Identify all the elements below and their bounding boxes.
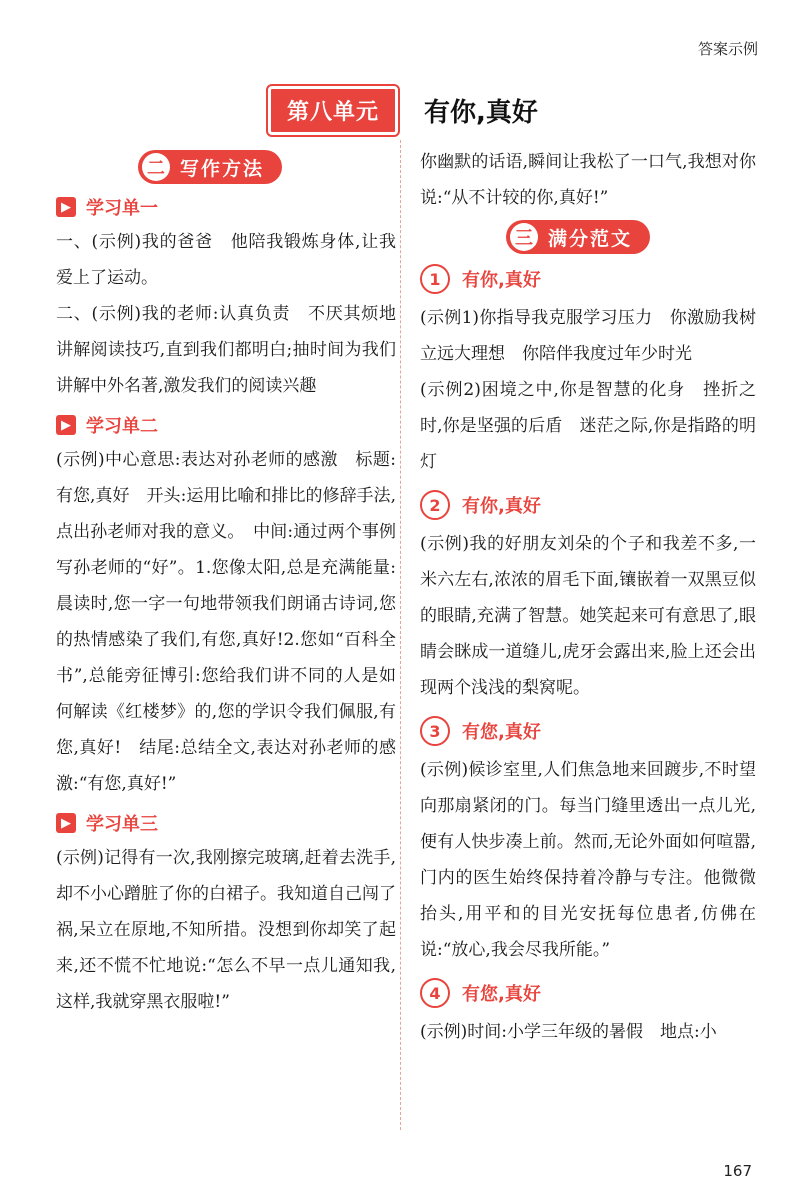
item-heading-4	[420, 978, 756, 1008]
continuation-paragraph: 你幽默的话语,瞬间让我松了一口气,我想对你说:“从不计较的你,真好!”	[420, 152, 756, 208]
section-label: 满分范文	[548, 227, 633, 250]
item-title: 有您,真好	[462, 722, 541, 743]
page-number: 167	[723, 1162, 752, 1180]
study-sheet-heading-1	[56, 194, 396, 220]
arrow-right-icon: ▶	[56, 813, 76, 833]
paragraph: (示例)记得有一次,我刚擦完玻璃,赶着去洗手,却不小心蹭脏了你的白裙子。我知道自己闯了祸,呆立在原地,不知所措。没想到你却笑了起来,还不慌不忙地说:“怎么不早一点儿通知我,这样,我就穿黑衣服啦!”	[56, 848, 396, 1012]
section-number: 二	[142, 153, 170, 181]
paragraph: (示例)我的好朋友刘朵的个子和我差不多,一米六左右,浓浓的眉毛下面,镶嵌着一双黑豆似的眼睛,充满了智慧。她笑起来可有意思了,眼睛会眯成一道缝儿,虎牙会露出来,脸上还会出现两个浅浅的梨窝呢。	[420, 534, 756, 698]
arrow-right-icon: ▶	[56, 415, 76, 435]
item-heading-1	[420, 264, 756, 294]
circle-number-icon: 2	[420, 490, 450, 520]
item-title: 有你,真好	[462, 496, 541, 517]
section-number: 三	[510, 223, 538, 251]
item-heading-3	[420, 716, 756, 746]
item-title: 有您,真好	[462, 984, 541, 1005]
right-column	[420, 144, 756, 1050]
study-sheet-label: 学习单一	[86, 198, 158, 219]
paragraph: (示例)时间:小学三年级的暑假 地点:小	[420, 1022, 717, 1042]
paragraph: (示例)候诊室里,人们焦急地来回踱步,不时望向那扇紧闭的门。每当门缝里透出一点儿光,便有人快步凑上前。然而,无论外面如何喧嚣,门内的医生始终保持着冷静与专注。他微微抬头,用平和的目光安抚每位患者,仿佛在说:“放心,我会尽我所能。”	[420, 760, 756, 960]
circle-number-icon: 4	[420, 978, 450, 1008]
paragraph: (示例1)你指导我克服学习压力 你激励我树立远大理想 你陪伴我度过年少时光	[420, 308, 756, 364]
paragraph: 二、(示例)我的老师:认真负责 不厌其烦地讲解阅读技巧,直到我们都明白;抽时间为我们讲解中外名著,激发我们的阅读兴趣	[56, 304, 396, 396]
section-label: 写作方法	[180, 157, 265, 180]
item-title: 有你,真好	[462, 270, 541, 291]
left-column	[56, 144, 396, 1020]
study-sheet-heading-3	[56, 810, 396, 836]
unit-title: 有你,真好	[424, 98, 538, 128]
circle-number-icon: 3	[420, 716, 450, 746]
paragraph: (示例)中心意思:表达对孙老师的感激 标题:有您,真好 开头:运用比喻和排比的修辞手法,点出孙老师对我的意义。 中间:通过两个事例写孙老师的“好”。1.您像太阳,总是充满能量:晨读时,您一字一句地带领我们朗诵古诗词,您的热情感染了我们,有您,真好!2.您如“百科全书”,总能旁征博引:您给我们讲不同的人是如何解读《红楼梦》的,您的学识令我们佩服,有您,真好! 结尾:总结全文,表达对孙老师的感激:“有您,真好!”	[56, 450, 396, 794]
column-divider	[400, 140, 401, 1130]
study-sheet-heading-2	[56, 412, 396, 438]
section-banner-model-essay	[506, 220, 650, 254]
unit-badge: 第八单元	[268, 86, 398, 135]
section-banner-writing-method	[138, 150, 282, 184]
arrow-right-icon: ▶	[56, 197, 76, 217]
corner-label: 答案示例	[697, 40, 758, 58]
paragraph: (示例2)困境之中,你是智慧的化身 挫折之时,你是坚强的后盾 迷茫之际,你是指路的明灯	[420, 380, 756, 472]
item-heading-2	[420, 490, 756, 520]
paragraph: 一、(示例)我的爸爸 他陪我锻炼身体,让我爱上了运动。	[56, 232, 396, 288]
study-sheet-label: 学习单二	[86, 416, 158, 437]
circle-number-icon: 1	[420, 264, 450, 294]
unit-header	[268, 86, 538, 135]
study-sheet-label: 学习单三	[86, 814, 158, 835]
